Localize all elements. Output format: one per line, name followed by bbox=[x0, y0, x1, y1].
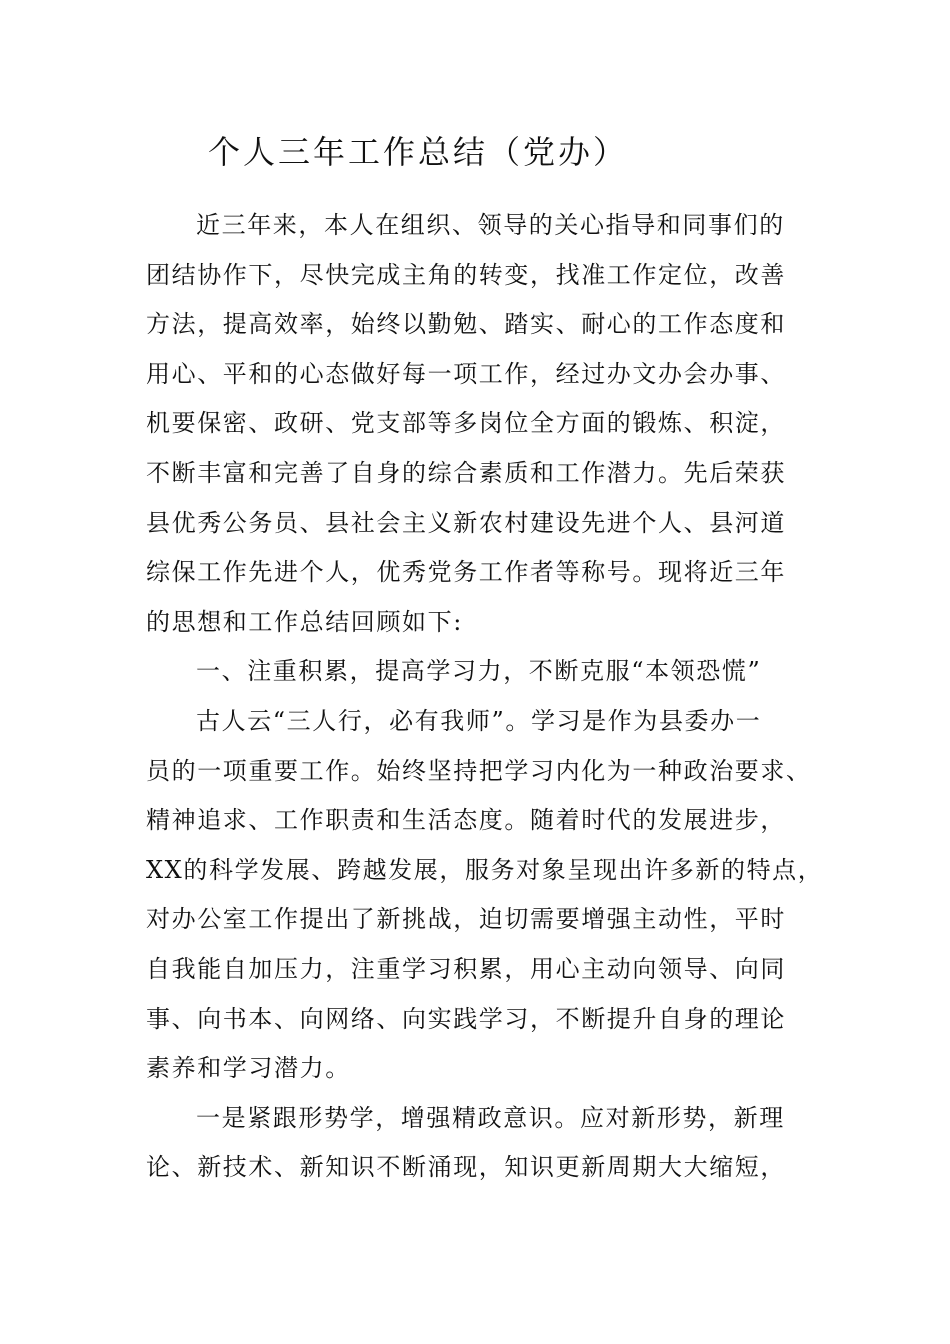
paragraph-line: 古人云“三人行，必有我师”。学习是作为县委办一 bbox=[196, 706, 762, 735]
paragraph-line: XX的科学发展、跨越发展，服务对象呈现出许多新的特点， bbox=[146, 855, 824, 884]
paragraph-line: 近三年来，本人在组织、领导的关心指导和同事们的 bbox=[196, 211, 785, 239]
paragraph-line: 的思想和工作总结回顾如下: bbox=[146, 607, 463, 636]
paragraph-line: 素养和学习潜力。 bbox=[146, 1054, 351, 1083]
paragraph-line: 论、新技术、新知识不断涌现，知识更新周期大大缩短， bbox=[146, 1153, 786, 1182]
paragraph-line: 方法，提高效率，始终以勤勉、踏实、耐心的工作态度和 bbox=[146, 310, 786, 339]
document-title: 个人三年工作总结（党办） bbox=[208, 133, 629, 171]
paragraph-line: 对办公室工作提出了新挑战，迫切需要增强主动性，平时 bbox=[146, 905, 786, 934]
paragraph-line: 用心、平和的心态做好每一项工作，经过办文办会办事、 bbox=[146, 359, 786, 388]
document-body bbox=[146, 201, 824, 1193]
paragraph-line: 员的一项重要工作。始终坚持把学习内化为一种政治要求、 bbox=[146, 756, 812, 785]
paragraph-line: 不断丰富和完善了自身的综合素质和工作潜力。先后荣获 bbox=[146, 458, 786, 487]
paragraph-line: 机要保密、政研、党支部等多岗位全方面的锻炼、积淀， bbox=[146, 409, 786, 438]
paragraph-line: 团结协作下，尽快完成主角的转变，找准工作定位，改善 bbox=[146, 260, 786, 289]
paragraph-line: 综保工作先进个人，优秀党务工作者等称号。现将近三年 bbox=[146, 558, 786, 587]
paragraph-line: 事、向书本、向网络、向实践学习，不断提升自身的理论 bbox=[146, 1004, 786, 1033]
paragraph-line: 精神追求、工作职责和生活态度。随着时代的发展进步， bbox=[146, 806, 786, 835]
paragraph-line: 一是紧跟形势学，增强精政意识。应对新形势，新理 bbox=[196, 1103, 785, 1132]
section-heading: 一、注重积累，提高学习力，不断克服“本领恐慌” bbox=[196, 657, 762, 686]
paragraph-line: 县优秀公务员、县社会主义新农村建设先进个人、县河道 bbox=[146, 508, 786, 537]
paragraph-line: 自我能自加压力，注重学习积累，用心主动向领导、向同 bbox=[146, 954, 786, 983]
